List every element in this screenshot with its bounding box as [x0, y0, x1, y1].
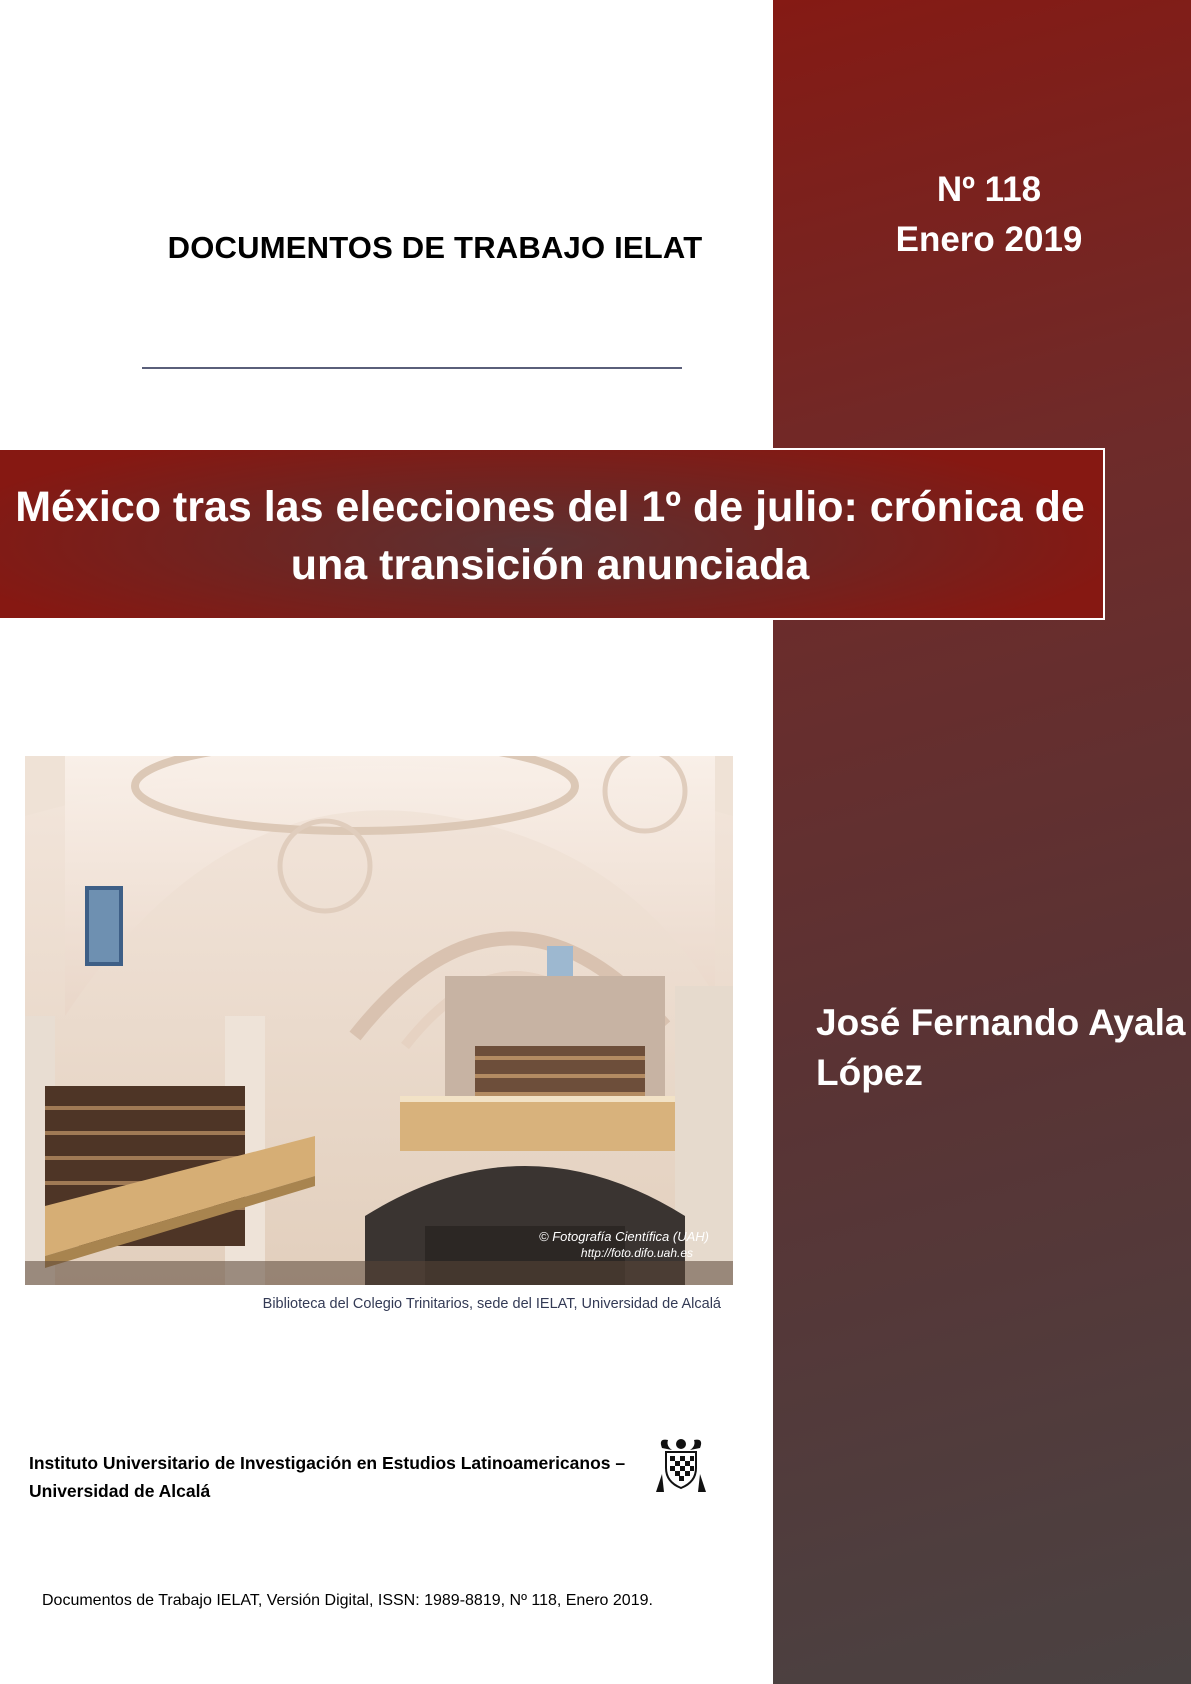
author-line2: López: [816, 1052, 923, 1093]
photo-caption: Biblioteca del Colegio Trinitarios, sede del IELAT, Universidad de Alcalá: [262, 1296, 721, 1312]
document-title-line1: México tras las elecciones del 1º de julio: crónica de: [15, 483, 1085, 531]
series-title: DOCUMENTOS DE TRABAJO IELAT: [167, 230, 703, 265]
institute-line1: Instituto Universitario de Investigación en Estudios Latinoamericanos –: [29, 1453, 626, 1473]
library-photo: [25, 756, 733, 1285]
university-seal-icon: [652, 1434, 710, 1494]
footer-citation: Documentos de Trabajo IELAT, Versión Digital, ISSN: 1989-8819, Nº 118, Enero 2019.: [42, 1592, 653, 1609]
photo-watermark-line1: © Fotografía Científica (UAH): [539, 1229, 709, 1244]
institute-line2: Universidad de Alcalá: [29, 1481, 211, 1501]
issue-number: Nº 118: [936, 170, 1042, 209]
title-divider: [142, 367, 682, 369]
document-title: [0, 478, 1100, 594]
photo-watermark-line2: http://foto.difo.uah.es: [580, 1246, 693, 1260]
document-title-line2: una transición anunciada: [290, 541, 810, 589]
author-line1: José Fernando Ayala: [816, 1002, 1186, 1043]
institute-name: [29, 1449, 649, 1505]
issue-info: [773, 165, 1191, 265]
author-name: [816, 998, 1186, 1098]
issue-date: Enero 2019: [895, 220, 1083, 259]
